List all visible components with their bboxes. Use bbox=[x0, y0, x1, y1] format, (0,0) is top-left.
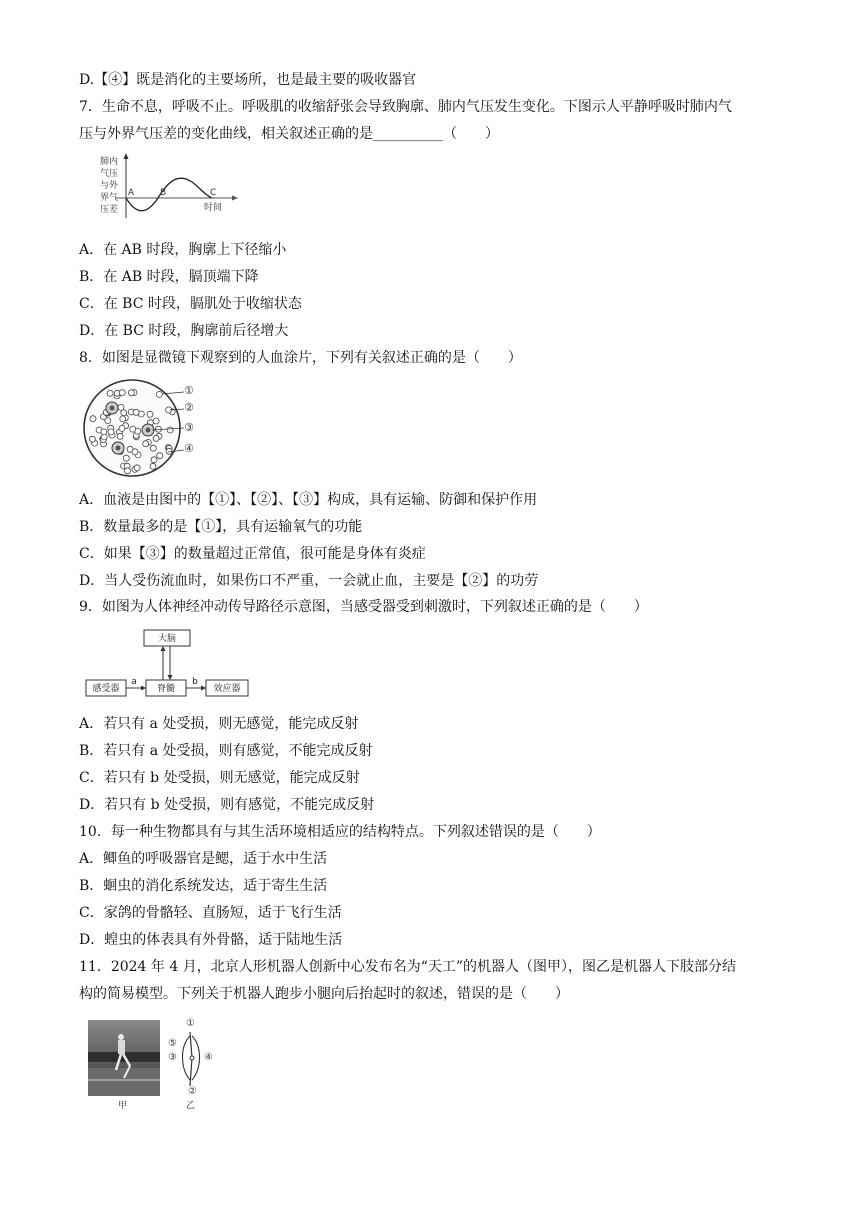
red-blood-cell bbox=[119, 390, 125, 396]
q7-option-d: D．在 BC 时段，胸廓前后径增大 bbox=[79, 323, 289, 339]
red-blood-cell bbox=[157, 453, 163, 459]
q7-option-a: A．在 AB 时段，胸廓上下径缩小 bbox=[79, 242, 287, 258]
q11-label-2: ② bbox=[188, 1086, 197, 1097]
q11-label-1: ① bbox=[186, 1018, 195, 1029]
q7-point-a: A bbox=[128, 188, 135, 198]
red-blood-cell bbox=[119, 425, 125, 431]
red-blood-cell bbox=[107, 390, 113, 396]
q9-option-a: A．若只有 a 处受损，则无感觉，能完成反射 bbox=[79, 716, 359, 732]
red-blood-cell bbox=[151, 457, 157, 463]
q10-option-d: D．蝗虫的体表具有外骨骼，适于陆地生活 bbox=[79, 932, 343, 948]
q11-caption-yi: 乙 bbox=[186, 1101, 196, 1111]
q11-caption-jia: 甲 bbox=[118, 1101, 128, 1111]
q8-label-4: ④ bbox=[184, 442, 194, 455]
red-blood-cell bbox=[134, 465, 140, 471]
red-blood-cell bbox=[128, 390, 134, 396]
q8-option-c: C．如果【③】的数量超过正常值，很可能是身体有炎症 bbox=[79, 546, 426, 562]
q9-stem: 9．如图为人体神经冲动传导路径示意图，当感受器受到刺激时，下列叙述正确的是（ ） bbox=[79, 599, 648, 615]
red-blood-cell bbox=[150, 463, 156, 469]
red-blood-cell bbox=[153, 418, 159, 424]
q9-spinal-cord-box: 脊髓 bbox=[156, 684, 176, 694]
red-blood-cell bbox=[153, 435, 159, 441]
q8-label-1: ① bbox=[184, 384, 194, 397]
q7-y-axis-label: 肺内 气压 与外 界气 压差 bbox=[100, 157, 119, 215]
red-blood-cell bbox=[133, 409, 139, 415]
red-blood-cell bbox=[89, 436, 95, 442]
q10-option-a: A．鲫鱼的呼吸器官是鳃，适于水中生活 bbox=[79, 851, 328, 867]
q8-option-a: A．血液是由图中的【①】、【②】、【③】构成，具有运输、防御和保护作用 bbox=[79, 492, 538, 508]
red-blood-cell bbox=[130, 426, 136, 432]
q7-stem-line1: 7．生命不息，呼吸不止。呼吸肌的收缩舒张会导致胸廓、肺内气压发生变化。下图示人平静呼吸时肺内气 bbox=[79, 99, 732, 115]
q9-label-b: b bbox=[192, 677, 198, 687]
q8-option-b: B．数量最多的是【①】，具有运输氧气的功能 bbox=[79, 519, 363, 535]
q11-leg-model-figure bbox=[166, 1018, 222, 1111]
q8-option-d: D．当人受伤流血时，如果伤口不严重，一会就止血，主要是【②】的功劳 bbox=[79, 573, 539, 589]
q11-label-4: ④ bbox=[204, 1052, 213, 1063]
red-blood-cell bbox=[118, 404, 124, 410]
q10-stem: 10．每一种生物都具有与其生活环境相适应的结构特点。下列叙述错误的是（ ） bbox=[79, 824, 601, 840]
red-blood-cell bbox=[143, 441, 149, 447]
q9-receptor-box: 感受器 bbox=[92, 684, 120, 694]
q11-stem-line2: 构的简易模型。下列关于机器人跑步小腿向后抬起时的叙述，错误的是（ ） bbox=[79, 986, 569, 1002]
q10-option-c: C．家鸽的骨骼轻、直肠短，适于飞行生活 bbox=[79, 905, 342, 921]
q9-effector-box: 效应器 bbox=[213, 684, 241, 694]
red-blood-cell bbox=[147, 411, 153, 417]
red-blood-cell bbox=[167, 427, 173, 433]
q9-option-d: D．若只有 b 处受损，则有感觉，不能完成反射 bbox=[79, 797, 375, 813]
q11-label-5: ⑤ bbox=[168, 1038, 177, 1049]
q7-pressure-curve-figure bbox=[96, 152, 246, 224]
red-blood-cell bbox=[132, 449, 138, 455]
q8-blood-smear-figure bbox=[80, 378, 220, 478]
q9-option-b: B．若只有 a 处受损，则有感觉，不能完成反射 bbox=[79, 743, 373, 759]
q8-label-2: ② bbox=[184, 401, 194, 414]
q11-label-3: ③ bbox=[168, 1052, 177, 1063]
q7-point-b: B bbox=[160, 188, 167, 198]
q6-option-d: D.【④】既是消化的主要场所，也是最主要的吸收器官 bbox=[79, 72, 417, 88]
q8-label-3: ③ bbox=[184, 421, 194, 434]
q9-option-c: C．若只有 b 处受损，则无感觉，能完成反射 bbox=[79, 770, 360, 786]
red-blood-cell bbox=[90, 416, 96, 422]
q7-option-c: C．在 BC 时段，膈肌处于收缩状态 bbox=[79, 296, 302, 312]
q10-option-b: B．蛔虫的消化系统发达，适于寄生生活 bbox=[79, 878, 328, 894]
red-blood-cell bbox=[105, 418, 111, 424]
q9-label-a: a bbox=[131, 677, 137, 687]
red-blood-cell bbox=[108, 429, 114, 435]
red-blood-cell bbox=[125, 468, 131, 474]
q7-stem-line2: 压与外界气压差的变化曲线，相关叙述正确的是__________（ ） bbox=[79, 126, 499, 142]
red-blood-cell bbox=[156, 391, 162, 397]
q9-brain-box: 大脑 bbox=[157, 634, 177, 644]
red-blood-cell bbox=[123, 455, 129, 461]
red-blood-cell bbox=[101, 429, 107, 435]
q11-robot-photo bbox=[88, 1020, 160, 1111]
q8-stem: 8．如图是显微镜下观察到的人血涂片，下列有关叙述正确的是（ ） bbox=[79, 350, 522, 366]
q7-x-axis-label: 时间 bbox=[204, 203, 223, 213]
q7-point-c: C bbox=[210, 188, 217, 198]
q9-nerve-pathway-figure bbox=[84, 626, 254, 704]
red-blood-cell bbox=[120, 416, 126, 422]
q11-stem-line1: 11．2024 年 4 月，北京人形机器人创新中心发布名为“天工”的机器人（图甲），图乙是机器人下肢部分结 bbox=[79, 959, 737, 975]
q7-option-b: B．在 AB 时段，膈顶端下降 bbox=[79, 269, 259, 285]
red-blood-cell bbox=[117, 433, 123, 439]
red-blood-cell bbox=[150, 445, 156, 451]
